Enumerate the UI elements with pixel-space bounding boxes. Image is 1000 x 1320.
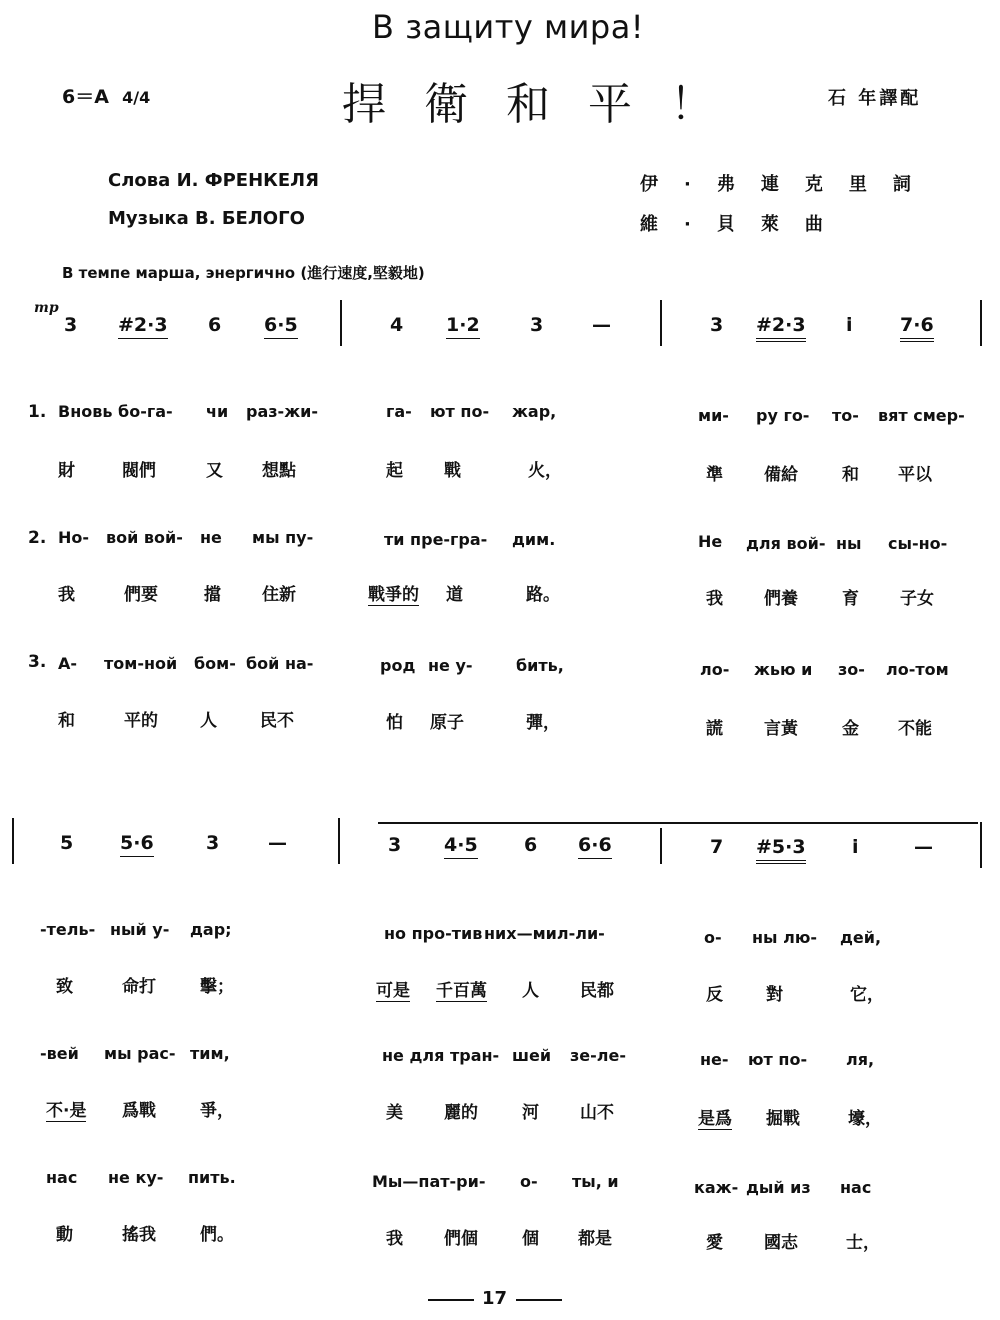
lyric-zh: 原子 <box>430 713 464 733</box>
lyric-zh: 想點 <box>262 461 296 481</box>
page-rule-left <box>428 1299 474 1301</box>
lyric-zh: 動 <box>56 1225 73 1245</box>
lyric-ru: зе-ле- <box>570 1046 626 1065</box>
lyric-ru: бой на- <box>246 654 314 673</box>
lyric-ru: ло- <box>700 660 730 679</box>
lyric-ru: каж- <box>694 1178 739 1197</box>
lyric-ru: Не <box>698 532 723 551</box>
note: i <box>846 314 853 336</box>
lyric-ru: не для тран- <box>382 1046 500 1065</box>
lyric-ru: ло-том <box>886 660 949 679</box>
lyric-zh: 們個 <box>444 1229 478 1249</box>
lyric-ru: Вновь бо-га- <box>58 402 173 421</box>
verse-number: 1. <box>28 402 47 422</box>
lyric-zh: 山不 <box>580 1103 614 1123</box>
barline <box>660 828 662 864</box>
lyric-zh: 對 <box>766 985 783 1005</box>
lyric-ru: нас <box>840 1178 872 1197</box>
note: 7 <box>710 836 724 858</box>
lyric-ru: зо- <box>838 660 865 679</box>
lyric-zh: 財 <box>58 461 75 481</box>
barline <box>980 822 982 868</box>
lyric-ru: ты, и <box>572 1172 619 1191</box>
lyric-zh: 我 <box>706 589 723 609</box>
lyric-zh: 它， <box>850 985 884 1005</box>
note: 4·5 <box>444 834 478 859</box>
lyric-zh: 路。 <box>526 585 560 605</box>
lyric-ru: вят смер- <box>878 406 965 425</box>
note: 4 <box>390 314 404 336</box>
lyric-zh: 戰爭的 <box>368 580 419 606</box>
lyric-zh: 掘戰 <box>766 1109 800 1129</box>
lyric-ru: ру го- <box>756 406 810 425</box>
lyric-zh: 們。 <box>200 1225 234 1245</box>
lyric-zh: 戰 <box>444 461 461 481</box>
lyric-ru: чи <box>206 402 229 421</box>
lyric-ru: жар, <box>512 402 557 421</box>
lyric-ru: о- <box>704 928 722 947</box>
lyric-zh: 平以 <box>898 465 932 485</box>
lyric-ru: но про-тив <box>384 924 483 943</box>
lyric-zh: 我 <box>386 1229 403 1249</box>
lyric-ru: том-ной <box>104 654 178 673</box>
lyric-ru: нас <box>46 1168 78 1187</box>
barline <box>338 818 340 864</box>
tempo-marking: В темпе марша, энергично (進行速度,堅毅地) <box>62 264 425 282</box>
lyric-ru: не ку- <box>108 1168 164 1187</box>
lyric-zh: 命打 <box>122 977 156 997</box>
lyric-zh: 子女 <box>900 589 934 609</box>
lyric-ru: род <box>380 656 416 675</box>
lyric-ru: о- <box>520 1172 538 1191</box>
lyric-zh: 都是 <box>578 1229 612 1249</box>
lyric-ru: бить, <box>516 656 564 675</box>
lyric-ru: ный у- <box>110 920 170 939</box>
lyric-zh: 不·是 <box>46 1096 86 1122</box>
lyric-ru: дар; <box>190 920 232 939</box>
note: i <box>852 836 859 858</box>
lyric-ru: пить. <box>188 1168 236 1187</box>
lyric-zh: 育 <box>842 589 859 609</box>
lyric-zh: 愛 <box>706 1233 723 1253</box>
lyric-zh: 準 <box>706 465 723 485</box>
lyric-zh: 致 <box>56 977 73 997</box>
lyric-zh: 河 <box>522 1103 539 1123</box>
lyric-ru: не- <box>700 1050 729 1069</box>
lyric-ru: мы пу- <box>252 528 314 547</box>
lyric-ru: Но- <box>58 528 90 547</box>
lyric-ru: дим. <box>512 530 556 549</box>
lyric-ru: ля, <box>846 1050 875 1069</box>
lyric-ru: дый из <box>746 1178 811 1197</box>
time-signature: 4/4 <box>122 88 151 107</box>
note: 6·5 <box>264 314 298 339</box>
lyric-ru: га- <box>386 402 412 421</box>
lyric-ru: ны <box>836 534 862 553</box>
lyric-ru: ми- <box>698 406 729 425</box>
barline <box>12 818 14 864</box>
lyric-zh: 火， <box>528 461 562 481</box>
composer-russian: Музыка В. БЕЛОГО <box>108 208 305 229</box>
lyric-ru: тим, <box>190 1044 230 1063</box>
note: #2·3 <box>118 314 168 339</box>
lyric-zh: 住新 <box>262 585 296 605</box>
key-signature: 6＝A 4/4 <box>62 86 151 108</box>
lyric-ru: шей <box>512 1046 552 1065</box>
lyric-zh: 可是 <box>376 976 410 1002</box>
composer-chinese: 維·貝萊曲 <box>640 214 849 235</box>
verse-number: 2. <box>28 528 47 548</box>
tie-slur <box>378 822 978 824</box>
page-number: 17 <box>482 1288 508 1309</box>
note: 6 <box>524 834 538 856</box>
barline <box>660 300 662 346</box>
lyric-zh: 言黃 <box>764 719 798 739</box>
translator-credit: 石 年譯配 <box>828 88 922 109</box>
lyric-ru: сы-но- <box>888 534 948 553</box>
lyric-ru: дей, <box>840 928 882 947</box>
lyric-zh: 平的 <box>124 711 158 731</box>
note: 6 <box>208 314 222 336</box>
lyric-zh: 爭， <box>200 1101 234 1121</box>
note: #2·3 <box>756 314 806 342</box>
page-rule-right <box>516 1299 562 1301</box>
lyric-ru: не <box>200 528 222 547</box>
lyric-ru: жью и <box>754 660 813 679</box>
barline <box>340 300 342 346</box>
lyric-zh: 是爲 <box>698 1104 732 1130</box>
note: — <box>914 836 933 858</box>
lyricist-chinese: 伊·弗連克里詞 <box>640 174 937 195</box>
lyric-zh: 人 <box>522 981 539 1001</box>
lyric-zh: 搖我 <box>122 1225 156 1245</box>
lyric-zh: 國志 <box>764 1233 798 1253</box>
lyric-zh: 又 <box>206 461 223 481</box>
lyric-zh: 和 <box>58 711 75 731</box>
barline <box>980 300 982 346</box>
lyric-zh: 壕， <box>848 1109 882 1129</box>
lyric-ru: ют по- <box>748 1050 808 1069</box>
lyric-zh: 麗的 <box>444 1103 478 1123</box>
note: — <box>268 832 287 854</box>
lyric-ru: мы рас- <box>104 1044 176 1063</box>
lyric-ru: для вой- <box>746 534 826 553</box>
lyric-zh: 金 <box>842 719 859 739</box>
lyric-ru: ти пре-гра- <box>384 530 488 549</box>
lyric-ru: них—мил-ли- <box>484 924 605 943</box>
note: 5·6 <box>120 832 154 857</box>
note: 3 <box>64 314 78 336</box>
note: — <box>592 314 611 336</box>
lyric-zh: 個 <box>522 1229 539 1249</box>
lyric-ru: вой вой- <box>106 528 183 547</box>
lyric-zh: 民不 <box>260 711 294 731</box>
note: 1·2 <box>446 314 480 339</box>
lyric-ru: А- <box>58 654 78 673</box>
lyric-zh: 爲戰 <box>122 1101 156 1121</box>
lyric-zh: 反 <box>706 985 723 1005</box>
lyric-zh: 們養 <box>764 589 798 609</box>
lyric-zh: 擋 <box>204 585 221 605</box>
lyric-ru: Мы—пат-ри- <box>372 1172 486 1191</box>
lyric-zh: 閥們 <box>122 461 156 481</box>
lyric-zh: 人 <box>200 711 217 731</box>
lyric-zh: 彈， <box>526 713 560 733</box>
lyric-zh: 備給 <box>764 465 798 485</box>
lyric-zh: 我 <box>58 585 75 605</box>
verse-number: 3. <box>28 652 47 672</box>
note: 3 <box>530 314 544 336</box>
lyric-zh: 美 <box>386 1103 403 1123</box>
note: #5·3 <box>756 836 806 864</box>
lyric-zh: 道 <box>446 585 463 605</box>
lyric-zh: 士， <box>846 1233 880 1253</box>
lyric-zh: 千百萬 <box>436 976 487 1002</box>
note: 3 <box>388 834 402 856</box>
title-russian: В защиту мира! <box>372 8 645 46</box>
lyric-ru: то- <box>832 406 859 425</box>
lyric-zh: 不能 <box>898 719 932 739</box>
dynamic-marking: mp <box>34 300 59 316</box>
lyric-zh: 民都 <box>580 981 614 1001</box>
note: 5 <box>60 832 74 854</box>
note: 6·6 <box>578 834 612 859</box>
lyric-ru: ны лю- <box>752 928 818 947</box>
title-chinese: 捍衛和平！ <box>342 79 752 130</box>
lyric-zh: 謊 <box>706 719 723 739</box>
lyric-ru: -вей <box>40 1044 79 1063</box>
lyric-ru: не у- <box>428 656 473 675</box>
note: 3 <box>206 832 220 854</box>
lyric-zh: 和 <box>842 465 859 485</box>
lyric-zh: 擊； <box>200 977 234 997</box>
lyric-ru: -тель- <box>40 920 96 939</box>
note: 7·6 <box>900 314 934 342</box>
lyric-ru: бом- <box>194 654 236 673</box>
lyric-zh: 們要 <box>124 585 158 605</box>
lyric-zh: 起 <box>386 461 403 481</box>
lyric-zh: 怕 <box>386 713 403 733</box>
lyric-ru: ют по- <box>430 402 490 421</box>
note: 3 <box>710 314 724 336</box>
lyricist-russian: Слова И. ФРЕНКЕЛЯ <box>108 170 319 191</box>
lyric-ru: раз-жи- <box>246 402 318 421</box>
